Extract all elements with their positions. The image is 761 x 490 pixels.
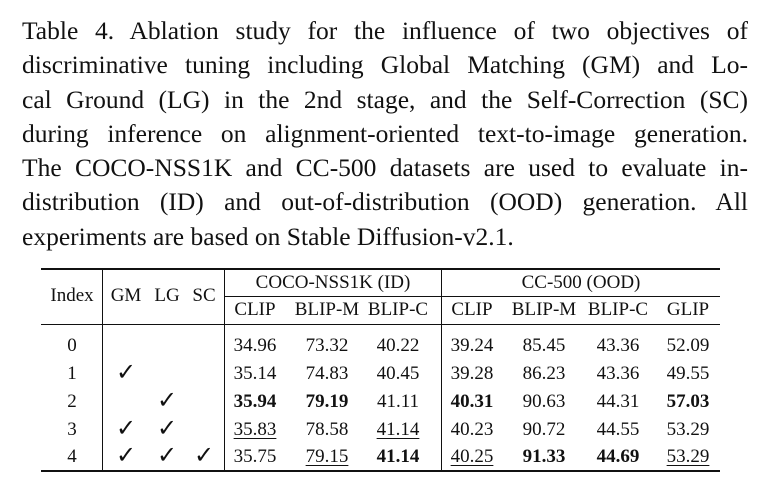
value-cell: 90.63 [522, 391, 566, 412]
check-icon-gm: ✓ [115, 416, 137, 442]
header-id-blip-c: BLIP-C [367, 299, 429, 320]
value-cell: 79.19 [305, 391, 349, 412]
value-cell: 40.31 [450, 391, 494, 412]
row-index: 3 [67, 419, 77, 440]
table-bottom-rule [41, 470, 720, 472]
header-id-clip: CLIP [234, 299, 276, 320]
check-icon-lg: ✓ [156, 443, 178, 469]
value-cell: 73.32 [305, 335, 349, 356]
header-ood-blip-c: BLIP-C [587, 299, 649, 320]
header-sc: SC [192, 285, 216, 306]
caption-line: The COCO-NSS1K and CC-500 datasets are used to evaluate in- [22, 153, 748, 183]
table-caption [22, 14, 748, 254]
value-cell: 44.69 [596, 446, 640, 467]
value-cell: 74.83 [305, 363, 349, 384]
value-cell: 41.11 [376, 391, 420, 412]
value-cell: 43.36 [596, 363, 640, 384]
value-cell: 91.33 [522, 446, 566, 467]
header-ood-blip-m: BLIP-M [511, 299, 577, 320]
header-ood-glip: GLIP [666, 299, 710, 320]
value-cell: 34.96 [233, 335, 277, 356]
value-cell: 35.75 [233, 446, 277, 467]
value-cell: 53.29 [666, 446, 710, 467]
value-cell: 44.55 [596, 419, 640, 440]
header-group-ood: CC-500 (OOD) [521, 272, 641, 293]
ood-group-rule [441, 296, 720, 297]
value-cell: 40.45 [376, 363, 420, 384]
value-cell: 90.72 [522, 419, 566, 440]
row-index: 1 [67, 363, 77, 384]
column-divider [102, 268, 103, 472]
id-group-rule [224, 296, 441, 297]
caption-line: distribution (ID) and out-of-distribution (OOD) generation. All [22, 187, 748, 217]
check-icon-gm: ✓ [115, 360, 137, 386]
value-cell: 40.23 [450, 419, 494, 440]
value-cell: 49.55 [666, 363, 710, 384]
caption-line: during inference on alignment-oriented text-to-image generation. [22, 118, 748, 148]
check-icon-lg: ✓ [156, 416, 178, 442]
value-cell: 41.14 [376, 446, 420, 467]
value-cell: 35.83 [233, 419, 277, 440]
value-cell: 40.22 [376, 335, 420, 356]
header-lg: LG [154, 285, 180, 306]
table-header-rule [41, 324, 720, 325]
ablation-table [41, 268, 720, 472]
value-cell: 35.94 [233, 391, 277, 412]
value-cell: 57.03 [666, 391, 710, 412]
header-ood-clip: CLIP [451, 299, 493, 320]
check-icon-lg: ✓ [156, 388, 178, 414]
value-cell: 39.28 [450, 363, 494, 384]
row-index: 0 [67, 335, 77, 356]
check-icon-gm: ✓ [115, 443, 137, 469]
header-id-blip-m: BLIP-M [294, 299, 360, 320]
row-index: 4 [67, 446, 77, 467]
header-gm: GM [110, 285, 142, 306]
value-cell: 85.45 [522, 335, 566, 356]
value-cell: 52.09 [666, 335, 710, 356]
value-cell: 86.23 [522, 363, 566, 384]
value-cell: 35.14 [233, 363, 277, 384]
table-top-rule [41, 268, 720, 270]
header-index: Index [50, 285, 94, 306]
value-cell: 40.25 [450, 446, 494, 467]
check-icon-sc: ✓ [193, 443, 215, 469]
value-cell: 79.15 [305, 446, 349, 467]
value-cell: 44.31 [596, 391, 640, 412]
row-index: 2 [67, 391, 77, 412]
value-cell: 53.29 [666, 419, 710, 440]
value-cell: 78.58 [305, 419, 349, 440]
column-divider [441, 268, 442, 472]
caption-line: discriminative tuning including Global Matching (GM) and Lo- [22, 50, 748, 80]
header-group-id: COCO-NSS1K (ID) [255, 272, 411, 293]
caption-line: cal Ground (LG) in the 2nd stage, and the Self-Correction (SC) [22, 84, 748, 114]
value-cell: 43.36 [596, 335, 640, 356]
value-cell: 39.24 [450, 335, 494, 356]
caption-line: experiments are based on Stable Diffusion-v2.1. [22, 221, 514, 251]
column-divider [224, 268, 225, 472]
caption-line: Table 4. Ablation study for the influence of two objectives of [22, 16, 748, 45]
value-cell: 41.14 [376, 419, 420, 440]
